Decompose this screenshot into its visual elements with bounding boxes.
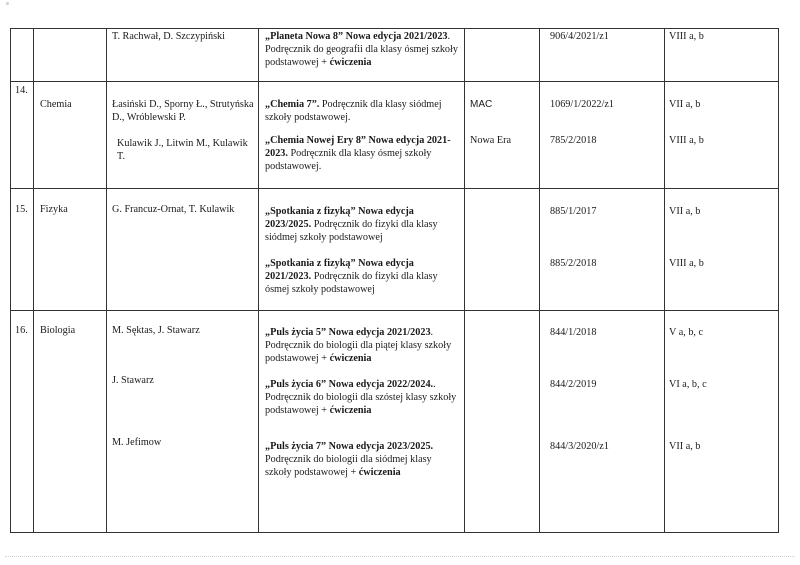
author: J. Stawarz — [112, 375, 154, 386]
table-row — [11, 82, 779, 189]
subject-name: Fizyka — [40, 204, 68, 215]
classes: VII a, b — [669, 206, 701, 217]
publisher: Nowa Era — [470, 135, 512, 146]
row-number: 15. — [15, 204, 28, 215]
classes-cell — [665, 189, 779, 311]
row-number: 14. — [15, 85, 28, 96]
classes-cell — [665, 29, 779, 82]
classes: VIII a, b — [669, 31, 704, 42]
author: Kulawik J., Litwin M., Kulawik T. — [117, 138, 248, 162]
approval-number: 844/1/2018 — [550, 327, 597, 338]
textbook-title: „Chemia 7”. Podręcznik dla klasy siódmej szkoły podstawowej. — [265, 99, 442, 123]
approval-number-cell — [540, 82, 665, 189]
row-number-cell — [11, 311, 34, 533]
subject-name: Biologia — [40, 325, 76, 336]
publisher-cell — [465, 311, 540, 533]
subject-cell — [34, 82, 107, 189]
approval-number: 1069/1/2022/z1 — [550, 99, 614, 110]
classes: VIII a, b — [669, 258, 704, 269]
textbook-table — [10, 28, 779, 533]
row-number-cell — [11, 29, 34, 82]
author-cell — [107, 82, 259, 189]
subject-cell — [34, 311, 107, 533]
classes: VI a, b, c — [669, 379, 707, 390]
author: M. Jefimow — [112, 437, 162, 448]
title-cell — [259, 189, 465, 311]
approval-number-cell — [540, 29, 665, 82]
subject-cell — [34, 189, 107, 311]
title-cell — [259, 82, 465, 189]
textbook-title: „Puls życia 6” Nowa edycja 2022/2024.. Podręcznik do biologii dla szóstej klasy szkoły podstawowej + ćwiczenia — [265, 379, 457, 416]
author-cell — [107, 311, 259, 533]
approval-number: 844/2/2019 — [550, 379, 597, 390]
author-cell — [107, 189, 259, 311]
author-cell — [107, 29, 259, 82]
classes-cell — [665, 311, 779, 533]
publisher-cell — [465, 189, 540, 311]
textbook-title: „Planeta Nowa 8” Nowa edycja 2021/2023. Podręcznik do geografii dla klasy ósmej szkoły podstawowej + ćwiczenia — [265, 31, 458, 68]
title-cell — [259, 29, 465, 82]
approval-number: 785/2/2018 — [550, 135, 597, 146]
table-row — [11, 311, 779, 533]
approval-number: 844/3/2020/z1 — [550, 441, 609, 452]
scan-dot — [6, 2, 9, 5]
approval-number: 885/2/2018 — [550, 258, 597, 269]
approval-number-cell — [540, 189, 665, 311]
row-number: 16. — [15, 325, 28, 336]
approval-number: 906/4/2021/z1 — [550, 31, 609, 42]
author: T. Rachwał, D. Szczypiński — [112, 31, 225, 42]
classes-cell — [665, 82, 779, 189]
textbook-title: „Spotkania z fizyką” Nowa edycja 2023/2025. Podręcznik do fizyki dla klasy siódmej szkoły podstawowej — [265, 206, 438, 243]
author: M. Sęktas, J. Stawarz — [112, 325, 200, 336]
publisher-cell — [465, 29, 540, 82]
classes: V a, b, c — [669, 327, 704, 338]
textbook-title: „Chemia Nowej Ery 8” Nowa edycja 2021-2023. Podręcznik dla klasy ósmej szkoły podstawowej. — [265, 135, 451, 172]
subject-cell — [34, 29, 107, 82]
author: Łasiński D., Sporny Ł., Strutyńska D., Wróblewski P. — [112, 99, 254, 123]
classes: VIII a, b — [669, 135, 704, 146]
publisher-cell — [465, 82, 540, 189]
row-number-cell — [11, 82, 34, 189]
table-row — [11, 29, 779, 82]
textbook-title: „Spotkania z fizyką” Nowa edycja 2021/2023. Podręcznik do fizyki dla klasy ósmej szkoły podstawowej — [265, 258, 438, 295]
page-bottom-divider — [5, 556, 795, 557]
row-number-cell — [11, 189, 34, 311]
author: G. Francuz-Ornat, T. Kulawik — [112, 204, 235, 215]
classes: VII a, b — [669, 99, 701, 110]
title-cell — [259, 311, 465, 533]
approval-number-cell — [540, 311, 665, 533]
textbook-title: „Puls życia 7” Nowa edycja 2023/2025. Podręcznik do biologii dla siódmej klasy szkoły podstawowej + ćwiczenia — [265, 441, 434, 478]
approval-number: 885/1/2017 — [550, 206, 597, 217]
publisher: MAC — [470, 99, 493, 110]
table-row — [11, 189, 779, 311]
textbook-title: „Puls życia 5” Nowa edycja 2021/2023. Podręcznik do biologii dla piątej klasy szkoły podstawowej + ćwiczenia — [265, 327, 452, 364]
subject-name: Chemia — [40, 99, 72, 110]
classes: VII a, b — [669, 441, 701, 452]
